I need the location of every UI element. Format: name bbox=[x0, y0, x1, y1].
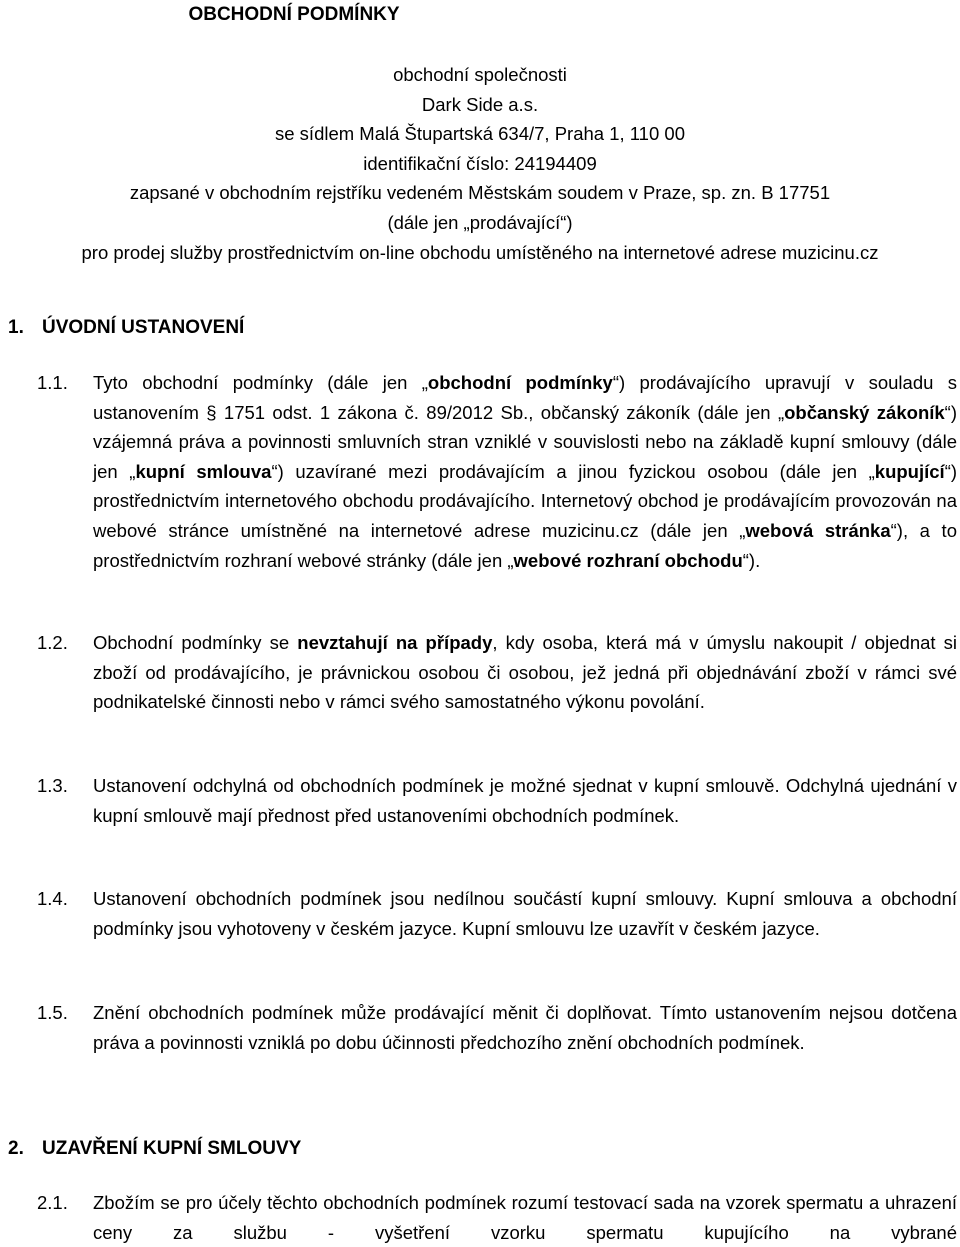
clause-number: 1.2. bbox=[37, 632, 68, 653]
section-title: ÚVODNÍ USTANOVENÍ bbox=[42, 317, 245, 338]
header-line: pro prodej služby prostřednictvím on-line obchodu umístěného na internetové adrese muzicinu.cz bbox=[81, 241, 879, 263]
header-line: se sídlem Malá Štupartská 634/7, Praha 1, 110 00 bbox=[275, 123, 685, 145]
header-line: obchodní společnosti bbox=[393, 64, 567, 85]
clause-number: 1.1. bbox=[37, 372, 68, 393]
section-title: UZAVŘENÍ KUPNÍ SMLOUVY bbox=[42, 1138, 302, 1159]
section-number: 1. bbox=[8, 317, 24, 338]
clause-text: Tyto obchodní podmínky (dále jen „obchodní podmínky“) prodávajícího upravují v souladu s ustanovením § 1751 odst. 1 zákona č. 89/2012 Sb., občanský zákoník (dále jen „občanský zákoník“) vzájemná práva a povinnosti smluvních stran vzniklé v souvislosti nebo na základě kupní smlouvy (dále jen „kupní smlouva“) uzavírané mezi prodávajícím a jinou fyzickou osobou (dále jen „kupující“) prostřednictvím internetového obchodu prodávajícího. Internetový obchod je prodávajícím provozován na webové stránce umístněné na internetové adrese muzicinu.cz (dále jen „webová stránka“), a to prostřednictvím rozhraní webové stránky (dále jen „webové rozhraní obchodu“). bbox=[93, 372, 958, 571]
header-line: identifikační číslo: 24194409 bbox=[363, 152, 597, 174]
header-line: zapsané v obchodním rejstříku vedeném Městskám soudem v Praze, sp. zn. B 17751 bbox=[129, 182, 831, 204]
clause-text: Ustanovení odchylná od obchodních podmínek je možné sjednat v kupní smlouvě. Odchylná ujednání v kupní smlouvě mají přednost před ustanoveními obchodních podmínek. bbox=[93, 775, 957, 826]
clause-number: 1.3. bbox=[37, 775, 68, 796]
clause-number: 1.5. bbox=[37, 1002, 68, 1023]
section-number: 2. bbox=[8, 1138, 24, 1159]
clause-text: Zbožím se pro účely těchto obchodních podmínek rozumí testovací sada na vzorek spermatu a uhrazení ceny za službu - vyšetření vzorku spermatu kupujícího na vybrané bbox=[93, 1192, 957, 1243]
clause-number: 1.4. bbox=[37, 888, 68, 909]
document-title: OBCHODNÍ PODMÍNKY bbox=[188, 4, 400, 25]
section-heading bbox=[8, 315, 244, 341]
header-line: (dále jen „prodávající“) bbox=[387, 211, 573, 233]
header-line: Dark Side a.s. bbox=[421, 93, 539, 115]
clause-text: Ustanovení obchodních podmínek jsou nedílnou součástí kupní smlouvy. Kupní smlouva a obchodní podmínky jsou vyhotoveny v českém jazyce. Kupní smlouvu lze uzavřít v českém jazyce. bbox=[93, 888, 957, 939]
clause-number: 2.1. bbox=[37, 1192, 68, 1213]
clause-text: Obchodní podmínky se nevztahují na případy, kdy osoba, která má v úmyslu nakoupit / objednat si zboží od prodávajícího, je právnickou osobou či osobou, jež jedná při objednávání zboží v rámci své podnikatelské činnosti nebo v rámci svého samostatného výkonu povolání. bbox=[93, 632, 957, 713]
section-heading bbox=[8, 1136, 301, 1162]
clause-text: Znění obchodních podmínek může prodávající měnit či doplňovat. Tímto ustanovením nejsou dotčena práva a povinnosti vzniklá po dobu účinnosti předchozího znění obchodních podmínek. bbox=[93, 1002, 957, 1053]
company-header bbox=[0, 60, 960, 267]
